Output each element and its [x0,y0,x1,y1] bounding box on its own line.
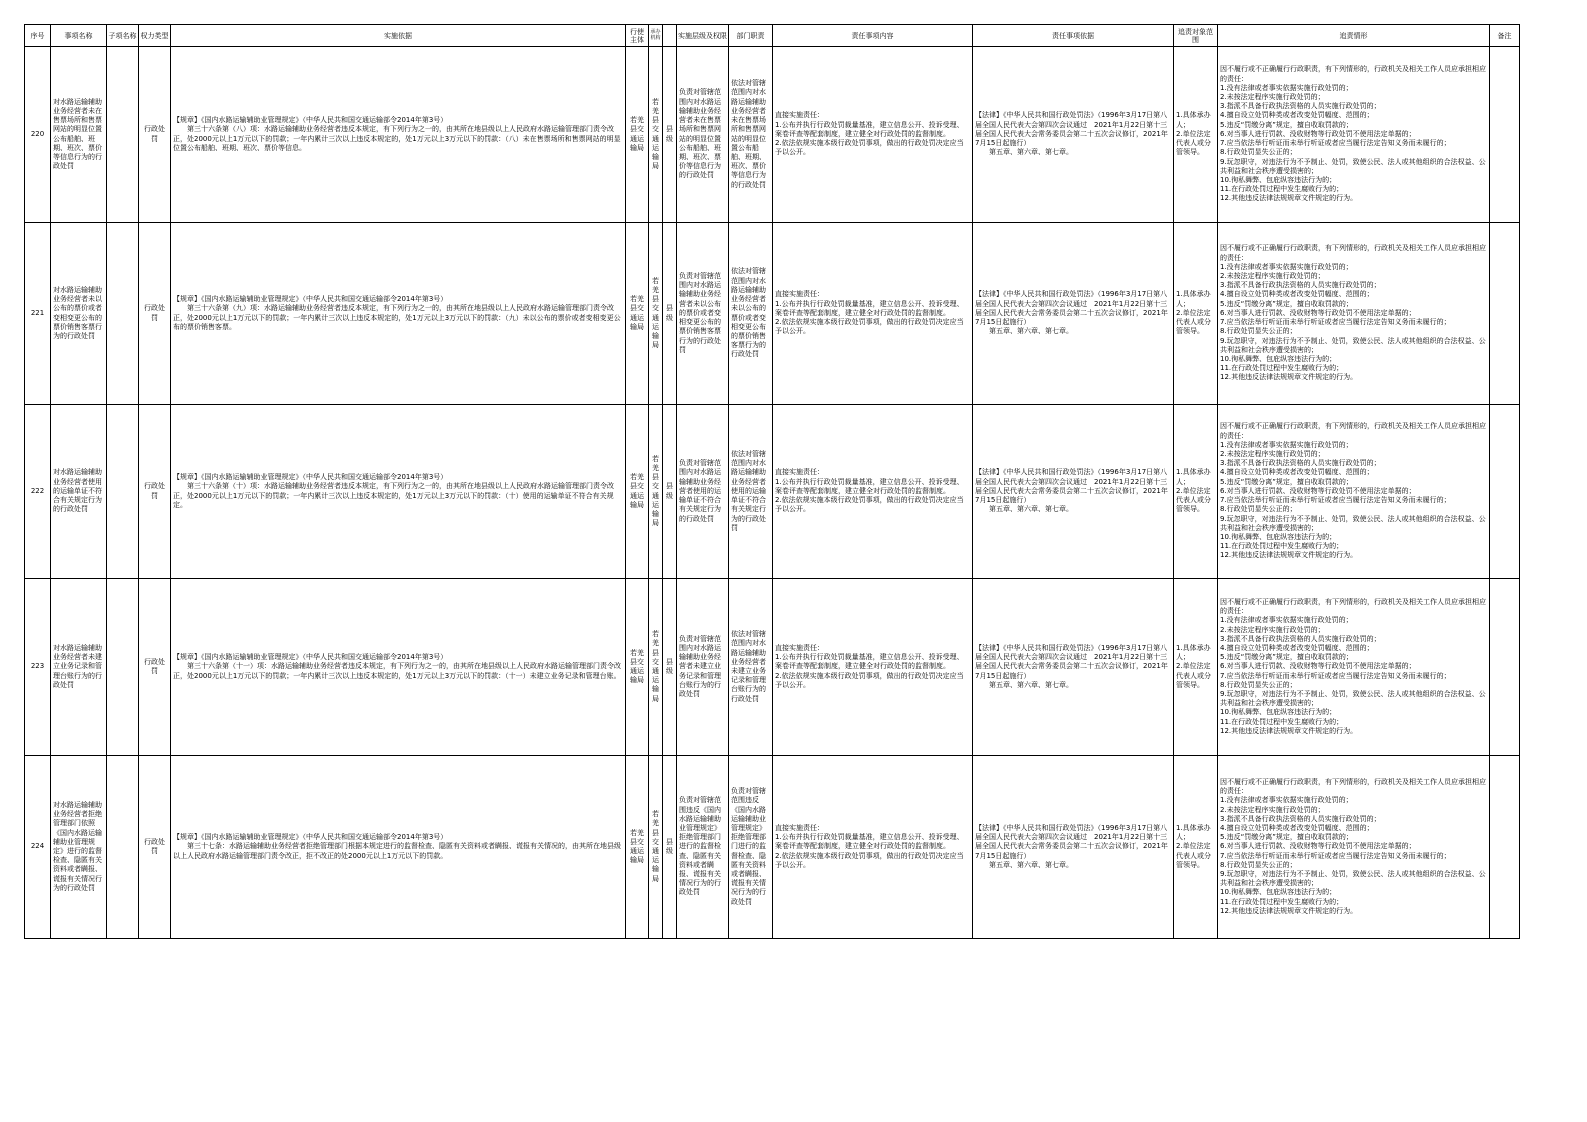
cell-item-name: 对水路运输辅助业务经营者未在售票场所和售票网站的明显位置公布船舶、班期、班次、票价等信息行为的行政处罚 [51,47,107,223]
cell-authority: 负责对管辖范围内对水路运输辅助业务经营者未以公布的票价或者变相变更公布的票价销售客票行为的行政处罚 [677,223,729,405]
cell-level: 县级 [663,223,677,405]
cell-item-name: 对水路运输辅助业务经营者未建立业务记录和管理台账行为的行政处罚 [51,579,107,756]
header-duty-content: 责任事项内容 [773,25,973,47]
cell-authority: 负责对管辖范围内对水路运输辅助业务经营者使用的运输单证不符合有关规定行为的行政处罚 [677,405,729,579]
cell-seq: 220 [25,47,51,223]
cell-dept-duty: 依法对管辖范围内对水路运输辅助业务经营者未以公布的票价或者变相变更公布的票价销售客票行为的行政处罚 [729,223,773,405]
cell-basis: 【规章】《国内水路运输辅助业管理规定》（中华人民共和国交通运输部令2014年第3号） 第三十七条：水路运输辅助业务经营者拒绝管理部门根据本规定进行的监督检查、隐匿有关资料或者瞒报、谎报有关情况的，由其所在地县级以上人民政府水路运输管理部门责令改正，拒不改正的处2000元以上1万元以下的罚款。 [171,756,626,939]
cell-item-name: 对水路运输辅助业务经营者使用的运输单证不符合有关规定行为的行政处罚 [51,405,107,579]
cell-authority: 负责对管辖范围内对水路运输辅助业务经营者未建立业务记录和管理台账行为的行政处罚 [677,579,729,756]
cell-dept-duty: 负责对管辖范围违反《国内水路运输辅助业管理规定》拒绝管理部门进行的监督检查、隐匿有关资料或者瞒报、谎报有关情况行为的行政处罚 [729,756,773,939]
cell-item-name: 对水路运输辅助业务经营者未以公布的票价或者变相变更公布的票价销售客票行为的行政处罚 [51,223,107,405]
cell-item-name: 对水路运输辅助业务经营者拒绝管理部门依照《国内水路运输辅助业管理规定》进行的监督检查、隐匿有关资料或者瞒报、谎报有关情况行为的行政处罚 [51,756,107,939]
header-sub-item: 子项名称 [107,25,139,47]
cell-seq: 224 [25,756,51,939]
cell-sub-item [107,756,139,939]
cell-duty-content: 直接实施责任： 1.公布并执行行政处罚裁量基准，建立信息公开、投诉受理、案卷评查等配套制度，建立健全对行政处罚的监督制度。 2.依法依规实施本级行政处罚事项，做出的行政处罚决定应当予以公开。 [773,223,973,405]
cell-seq: 221 [25,223,51,405]
cell-basis: 【规章】《国内水路运输辅助业管理规定》（中华人民共和国交通运输部令2014年第3号） 第三十六条第（九）项：水路运输辅助业务经营者违反本规定，有下列行为之一的，由其所在地县级以上人民政府水路运输管理部门责令改正，处2000元以上1万元以下的罚款；一年内累计三次以上违反本规定的，处1万元以上3万元以下的罚款：（九）未以公布的票价或者变相变更公布的票价销售客票。 [171,223,626,405]
cell-seq: 223 [25,579,51,756]
cell-subject: 若羌县交通运输局 [626,405,649,579]
cell-accountability: 因不履行或不正确履行行政职责，有下列情形的，行政机关及相关工作人员应承担相应的责任： 1.没有法律或者事实依据实施行政处罚的； 2.未按法定程序实施行政处罚的； 3.指派不具备行政执法资格的人员实施行政处罚的； 4.擅自设立处罚种类或者改变处罚幅度、范围的； 5.违反“罚缴分离”规定，擅自收取罚款的； 6.对当事人进行罚款、没收财物等行政处罚不使用法定单据的； 7.应当依法举行听证而未举行听证或者应当履行法定告知义务而未履行的； 8.行政处罚显失公正的； 9.玩忽职守，对违法行为不予制止、处罚，致使公民、法人或其他组织的合法权益、公共利益和社会秩序遭受损害的； 10.徇私舞弊、包庇纵容违法行为的； 11.在行政处罚过程中发生腐败行为的； 12.其他违反法律法规规章文件规定的行为。 [1218,579,1490,756]
cell-authority: 负责对管辖范围违反《国内水路运输辅助业管理规定》拒绝管理部门进行的监督检查、隐匿有关资料或者瞒报、谎报有关情况行为的行政处罚 [677,756,729,939]
cell-agency: 若羌县交通运输局 [649,47,663,223]
cell-power-type: 行政处罚 [139,223,171,405]
cell-basis: 【规章】《国内水路运输辅助业管理规定》（中华人民共和国交通运输部令2014年第3号） 第三十六条第（八）项：水路运输辅助业务经营者违反本规定，有下列行为之一的，由其所在地县级以上人民政府水路运输管理部门责令改正，处2000元以上1万元以下的罚款；一年内累计三次以上违反本规定的，处1万元以上3万元以下的罚款：（八）未在售票场所和售票网站的明显位置公布船舶、班期、班次、票价等信息。 [171,47,626,223]
header-subject: 行使主体 [626,25,649,47]
header-duty-basis: 责任事项依据 [973,25,1174,47]
cell-agency: 若羌县交通运输局 [649,756,663,939]
cell-remarks [1490,579,1520,756]
cell-remarks [1490,47,1520,223]
cell-basis: 【规章】《国内水路运输辅助业管理规定》（中华人民共和国交通运输部令2014年第3号） 第三十六条第（十一）项：水路运输辅助业务经营者违反本规定，有下列行为之一的，由其所在地县级以上人民政府水路运输管理部门责令改正，处2000元以上1万元以下的罚款；一年内累计三次以上违反本规定的，处1万元以上3万元以下的罚款：（十一）未建立业务记录和管理台账。 [171,579,626,756]
cell-agency: 若羌县交通运输局 [649,405,663,579]
cell-agency: 若羌县交通运输局 [649,579,663,756]
table-row [25,756,1520,939]
cell-duty-basis: 【法律】《中华人民共和国行政处罚法》（1996年3月17日第八届全国人民代表大会第四次会议通过 2021年1月22日第十三届全国人民代表大会常务委员会第二十五次会议修订，2021年7月15日起施行） 第五章、第六章、第七章。 [973,47,1174,223]
cell-power-type: 行政处罚 [139,405,171,579]
cell-duty-basis: 【法律】《中华人民共和国行政处罚法》（1996年3月17日第八届全国人民代表大会第四次会议通过 2021年1月22日第十三届全国人民代表大会常务委员会第二十五次会议修订，2021年7月15日起施行） 第五章、第六章、第七章。 [973,223,1174,405]
cell-accountable-scope: 1.具体承办人； 2.单位法定代表人或分管领导。 [1174,756,1218,939]
table-row [25,223,1520,405]
cell-sub-item [107,47,139,223]
cell-power-type: 行政处罚 [139,756,171,939]
power-list-table [24,24,1520,939]
cell-accountable-scope: 1.具体承办人； 2.单位法定代表人或分管领导。 [1174,579,1218,756]
header-level-authority: 实施层级及权限 [677,25,729,47]
table-row [25,405,1520,579]
header-basis: 实施依据 [171,25,626,47]
table-header-row [25,25,1520,47]
cell-dept-duty: 依法对管辖范围内对水路运输辅助业务经营者未建立业务记录和管理台账行为的行政处罚 [729,579,773,756]
cell-power-type: 行政处罚 [139,579,171,756]
cell-basis: 【规章】《国内水路运输辅助业管理规定》（中华人民共和国交通运输部令2014年第3号） 第三十六条第（十）项：水路运输辅助业务经营者违反本规定，有下列行为之一的，由其所在地县级以上人民政府水路运输管理部门责令改正，处2000元以上1万元以下的罚款；一年内累计三次以上违反本规定的，处1万元以上3万元以下的罚款：（十）使用的运输单证不符合有关规定。 [171,405,626,579]
cell-accountability: 因不履行或不正确履行行政职责，有下列情形的，行政机关及相关工作人员应承担相应的责任： 1.没有法律或者事实依据实施行政处罚的； 2.未按法定程序实施行政处罚的； 3.指派不具备行政执法资格的人员实施行政处罚的； 4.擅自设立处罚种类或者改变处罚幅度、范围的； 5.违反“罚缴分离”规定，擅自收取罚款的； 6.对当事人进行罚款、没收财物等行政处罚不使用法定单据的； 7.应当依法举行听证而未举行听证或者应当履行法定告知义务而未履行的； 8.行政处罚显失公正的； 9.玩忽职守，对违法行为不予制止、处罚，致使公民、法人或其他组织的合法权益、公共利益和社会秩序遭受损害的； 10.徇私舞弊、包庇纵容违法行为的； 11.在行政处罚过程中发生腐败行为的； 12.其他违反法律法规规章文件规定的行为。 [1218,223,1490,405]
cell-authority: 负责对管辖范围内对水路运输辅助业务经营者未在售票场所和售票网站的明显位置公布船舶、班期、班次、票价等信息行为的行政处罚 [677,47,729,223]
header-dept-duty: 部门职责 [729,25,773,47]
cell-duty-content: 直接实施责任： 1.公布并执行行政处罚裁量基准，建立信息公开、投诉受理、案卷评查等配套制度，建立健全对行政处罚的监督制度。 2.依法依规实施本级行政处罚事项，做出的行政处罚决定应当予以公开。 [773,405,973,579]
cell-remarks [1490,405,1520,579]
header-seq: 序号 [25,25,51,47]
cell-dept-duty: 依法对管辖范围内对水路运输辅助业务经营者使用的运输单证不符合有关规定行为的行政处罚 [729,405,773,579]
cell-sub-item [107,405,139,579]
cell-remarks [1490,223,1520,405]
cell-accountability: 因不履行或不正确履行行政职责，有下列情形的，行政机关及相关工作人员应承担相应的责任： 1.没有法律或者事实依据实施行政处罚的； 2.未按法定程序实施行政处罚的； 3.指派不具备行政执法资格的人员实施行政处罚的； 4.擅自设立处罚种类或者改变处罚幅度、范围的； 5.违反“罚缴分离”规定，擅自收取罚款的； 6.对当事人进行罚款、没收财物等行政处罚不使用法定单据的； 7.应当依法举行听证而未举行听证或者应当履行法定告知义务而未履行的； 8.行政处罚显失公正的； 9.玩忽职守，对违法行为不予制止、处罚，致使公民、法人或其他组织的合法权益、公共利益和社会秩序遭受损害的； 10.徇私舞弊、包庇纵容违法行为的； 11.在行政处罚过程中发生腐败行为的； 12.其他违反法律法规规章文件规定的行为。 [1218,756,1490,939]
cell-sub-item [107,223,139,405]
table-row [25,47,1520,223]
cell-seq: 222 [25,405,51,579]
cell-power-type: 行政处罚 [139,47,171,223]
cell-duty-basis: 【法律】《中华人民共和国行政处罚法》（1996年3月17日第八届全国人民代表大会第四次会议通过 2021年1月22日第十三届全国人民代表大会常务委员会第二十五次会议修订，2021年7月15日起施行） 第五章、第六章、第七章。 [973,756,1174,939]
header-accountability: 追责情形 [1218,25,1490,47]
header-agency: 承办机构 [649,25,663,47]
cell-subject: 若羌县交通运输局 [626,47,649,223]
cell-remarks [1490,756,1520,939]
cell-accountable-scope: 1.具体承办人； 2.单位法定代表人或分管领导。 [1174,47,1218,223]
cell-accountability: 因不履行或不正确履行行政职责，有下列情形的，行政机关及相关工作人员应承担相应的责任： 1.没有法律或者事实依据实施行政处罚的； 2.未按法定程序实施行政处罚的； 3.指派不具备行政执法资格的人员实施行政处罚的； 4.擅自设立处罚种类或者改变处罚幅度、范围的； 5.违反“罚缴分离”规定，擅自收取罚款的； 6.对当事人进行罚款、没收财物等行政处罚不使用法定单据的； 7.应当依法举行听证而未举行听证或者应当履行法定告知义务而未履行的； 8.行政处罚显失公正的； 9.玩忽职守，对违法行为不予制止、处罚，致使公民、法人或其他组织的合法权益、公共利益和社会秩序遭受损害的； 10.徇私舞弊、包庇纵容违法行为的； 11.在行政处罚过程中发生腐败行为的； 12.其他违反法律法规规章文件规定的行为。 [1218,405,1490,579]
cell-level: 县级 [663,47,677,223]
cell-level: 县级 [663,579,677,756]
cell-level: 县级 [663,405,677,579]
header-accountable-scope: 追责对象范围 [1174,25,1218,47]
cell-subject: 若羌县交通运输局 [626,579,649,756]
cell-sub-item [107,579,139,756]
cell-duty-basis: 【法律】《中华人民共和国行政处罚法》（1996年3月17日第八届全国人民代表大会第四次会议通过 2021年1月22日第十三届全国人民代表大会常务委员会第二十五次会议修订，2021年7月15日起施行） 第五章、第六章、第七章。 [973,579,1174,756]
cell-duty-content: 直接实施责任： 1.公布并执行行政处罚裁量基准，建立信息公开、投诉受理、案卷评查等配套制度，建立健全对行政处罚的监督制度。 2.依法依规实施本级行政处罚事项，做出的行政处罚决定应当予以公开。 [773,579,973,756]
cell-accountable-scope: 1.具体承办人； 2.单位法定代表人或分管领导。 [1174,223,1218,405]
cell-dept-duty: 依法对管辖范围内对水路运输辅助业务经营者未在售票场所和售票网站的明显位置公布船舶、班期、班次、票价等信息行为的行政处罚 [729,47,773,223]
cell-accountability: 因不履行或不正确履行行政职责，有下列情形的，行政机关及相关工作人员应承担相应的责任： 1.没有法律或者事实依据实施行政处罚的； 2.未按法定程序实施行政处罚的； 3.指派不具备行政执法资格的人员实施行政处罚的； 4.擅自设立处罚种类或者改变处罚幅度、范围的； 5.违反“罚缴分离”规定，擅自收取罚款的； 6.对当事人进行罚款、没收财物等行政处罚不使用法定单据的； 7.应当依法举行听证而未举行听证或者应当履行法定告知义务而未履行的； 8.行政处罚显失公正的； 9.玩忽职守，对违法行为不予制止、处罚，致使公民、法人或其他组织的合法权益、公共利益和社会秩序遭受损害的； 10.徇私舞弊、包庇纵容违法行为的； 11.在行政处罚过程中发生腐败行为的； 12.其他违反法律法规规章文件规定的行为。 [1218,47,1490,223]
header-level-blank [663,25,677,47]
header-item-name: 事项名称 [51,25,107,47]
header-remarks: 备注 [1490,25,1520,47]
cell-accountable-scope: 1.具体承办人； 2.单位法定代表人或分管领导。 [1174,405,1218,579]
table-row [25,579,1520,756]
cell-duty-basis: 【法律】《中华人民共和国行政处罚法》（1996年3月17日第八届全国人民代表大会第四次会议通过 2021年1月22日第十三届全国人民代表大会常务委员会第二十五次会议修订，2021年7月15日起施行） 第五章、第六章、第七章。 [973,405,1174,579]
cell-duty-content: 直接实施责任： 1.公布并执行行政处罚裁量基准，建立信息公开、投诉受理、案卷评查等配套制度，建立健全对行政处罚的监督制度。 2.依法依规实施本级行政处罚事项，做出的行政处罚决定应当予以公开。 [773,756,973,939]
header-power-type: 权力类型 [139,25,171,47]
cell-agency: 若羌县交通运输局 [649,223,663,405]
cell-duty-content: 直接实施责任： 1.公布并执行行政处罚裁量基准，建立信息公开、投诉受理、案卷评查等配套制度，建立健全对行政处罚的监督制度。 2.依法依规实施本级行政处罚事项，做出的行政处罚决定应当予以公开。 [773,47,973,223]
cell-subject: 若羌县交通运输局 [626,223,649,405]
cell-subject: 若羌县交通运输局 [626,756,649,939]
cell-level: 县级 [663,756,677,939]
